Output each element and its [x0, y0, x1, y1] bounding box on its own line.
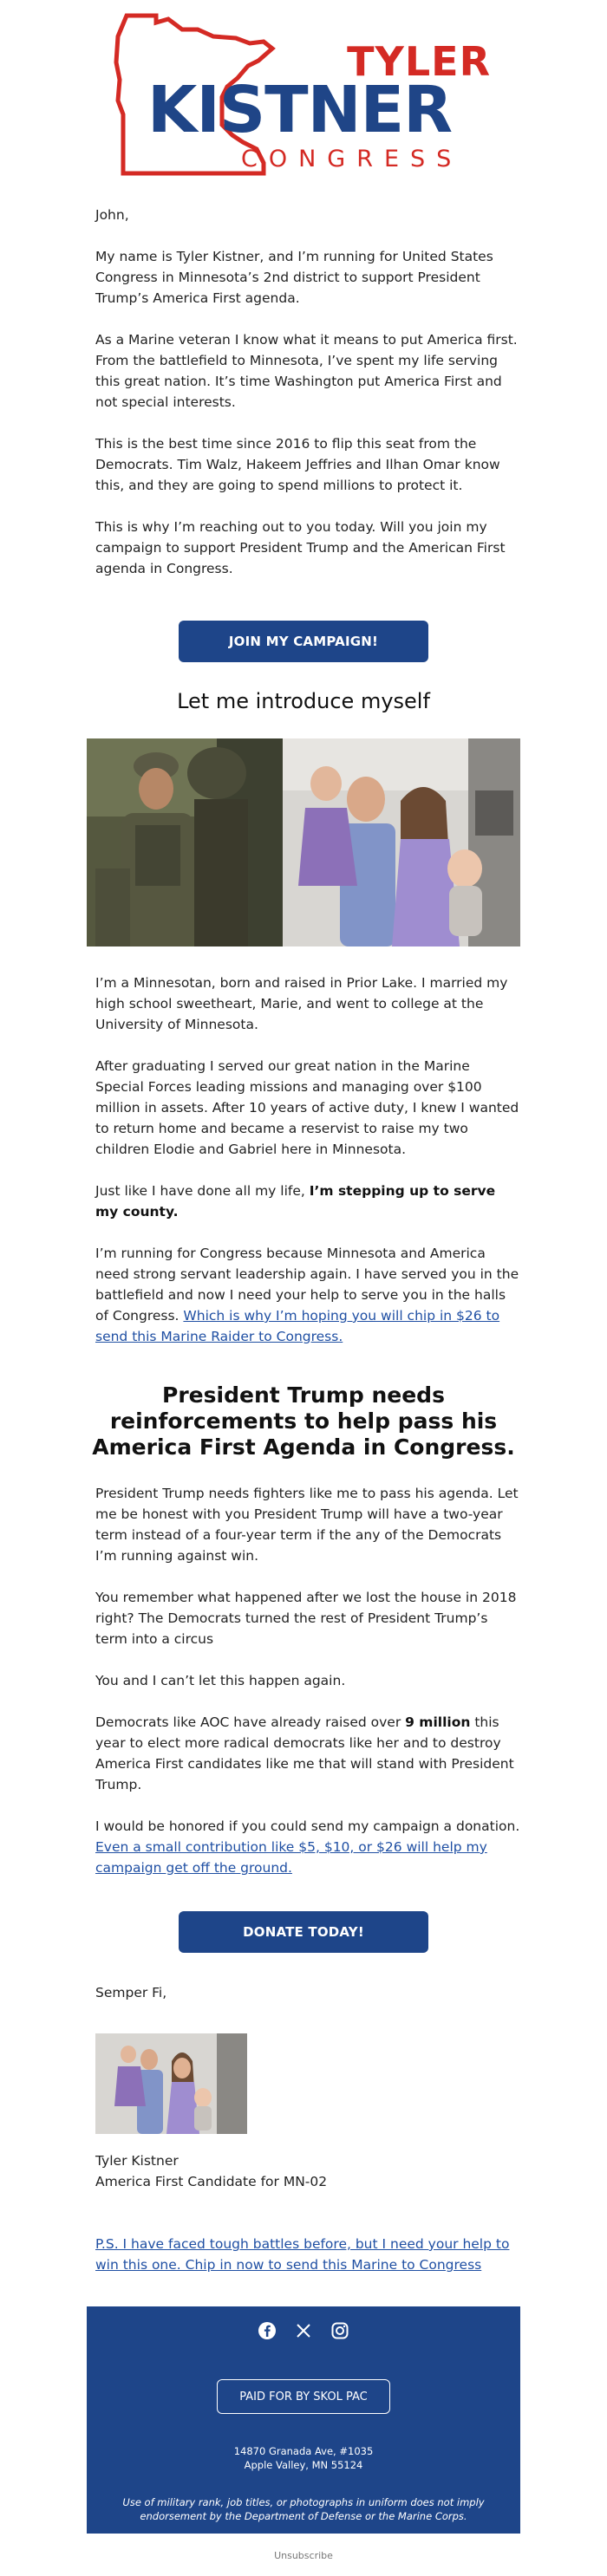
donate-button[interactable]: DONATE TODAY!	[179, 1911, 428, 1953]
bio-paragraph-2: After graduating I served our great nation in the Marine Special Forces leading missions and managing over $100 million in assets. After 10 years of active duty, I knew I wanted to return home and became a reservist to raise my two children Elodie and Gabriel here in Minnesota.	[95, 1058, 519, 1157]
serve-bold-text: I’m stepping up to serve my county.	[95, 1183, 496, 1220]
aoc-text: Democrats like AOC have already raised over	[95, 1714, 406, 1730]
join-campaign-button[interactable]: JOIN MY CAMPAIGN!	[179, 621, 428, 662]
serve-text: Just like I have done all my life,	[95, 1183, 310, 1199]
instagram-icon[interactable]	[330, 2320, 350, 2341]
aoc-paragraph	[95, 1712, 520, 1795]
intro-paragraph-1: My name is Tyler Kistner, and I’m running for United States Congress in Minnesota’s 2nd district to support President Trump’s America First agenda.	[95, 249, 493, 306]
logo-last-name: KISTNER	[147, 73, 453, 147]
agenda-paragraph-1: President Trump needs fighters like me to pass his agenda. Let me be honest with you President Trump will have a two-year term instead of a four-year term if the any of the Democrats I’m running against win.	[95, 1486, 519, 1564]
logo-office: CONGRESS	[241, 146, 463, 172]
ps-paragraph	[95, 2234, 520, 2275]
candidate-photo-collage	[87, 738, 520, 946]
intro-paragraph-3: This is the best time since 2016 to flip this seat from the Democrats. Tim Walz, Hakeem Jeffries and Ilhan Omar know this, and they are going to spend millions to protect it.	[95, 436, 500, 493]
x-icon[interactable]	[293, 2320, 314, 2341]
intro-paragraph-4: This is why I’m reaching out to you today. Will you join my campaign to support President Trump and the American First agenda in Congress.	[95, 519, 506, 576]
address-line-1: 14870 Granada Ave, #1035	[233, 2445, 374, 2457]
address-line-2: Apple Valley, MN 55124	[244, 2459, 363, 2471]
ps-link[interactable]: P.S. I have faced tough battles before, but I need your help to win this one. Chip in now to send this Marine to Congress	[95, 2236, 510, 2273]
greeting: John,	[95, 207, 129, 223]
logo-first-name: TYLER	[347, 38, 491, 85]
campaign-logo	[111, 10, 496, 179]
family-thumbnail	[95, 2033, 247, 2134]
signature-title: America First Candidate for MN-02	[95, 2174, 328, 2189]
donate-paragraph	[95, 1816, 520, 1878]
donate-text: I would be honored if you could send my campaign a donation.	[95, 1818, 520, 1834]
running-text: I’m running for Congress because Minnesota and America need strong servant leadership again. I have served you in the battlefield and now I need your help to serve you in the halls of Congress.	[95, 1246, 519, 1324]
closing: Semper Fi,	[95, 1985, 167, 2000]
small-contribution-link[interactable]: Even a small contribution like $5, $10, or $26 will help my campaign get off the ground.	[95, 1839, 487, 1876]
reinforcements-heading: President Trump needs reinforcements to help pass his America First Agenda in Congress.	[92, 1382, 515, 1460]
chip-in-link[interactable]: Which is why I’m hoping you will chip in $26 to send this Marine Raider to Congress.	[95, 1308, 500, 1344]
intro-paragraph-2: As a Marine veteran I know what it means to put America first. From the battlefield to Minnesota, I’ve spent my life serving this great nation. It’s time Washington put America First and not special interests.	[95, 332, 518, 410]
running-paragraph	[95, 1243, 520, 1347]
footer	[87, 2306, 520, 2534]
serve-paragraph	[95, 1181, 520, 1222]
military-disclaimer: Use of military rank, job titles, or photographs in uniform does not imply endorsement by the Department of Defense or the Marine Corps.	[122, 2496, 485, 2522]
signature-name: Tyler Kistner	[95, 2153, 179, 2169]
bio-paragraph-1: I’m a Minnesotan, born and raised in Prior Lake. I married my high school sweetheart, Marie, and went to college at the University of Minnesota.	[95, 975, 508, 1032]
facebook-icon[interactable]	[257, 2320, 277, 2341]
paid-for-disclaimer: PAID FOR BY SKOL PAC	[217, 2379, 390, 2414]
agenda-paragraph-2: You remember what happened after we lost the house in 2018 right? The Democrats turned the rest of President Trump’s term into a circus	[95, 1590, 517, 1647]
aoc-text-end: this year to elect more radical democrats like her and to destroy America First candidates like me that will stand with President Trump.	[95, 1714, 514, 1792]
introduce-heading: Let me introduce myself	[177, 689, 430, 713]
unsubscribe-link[interactable]: Unsubscribe	[274, 2550, 333, 2561]
aoc-amount: 9 million	[405, 1714, 471, 1730]
social-links	[87, 2320, 520, 2341]
agenda-paragraph-3: You and I can’t let this happen again.	[95, 1673, 346, 1688]
